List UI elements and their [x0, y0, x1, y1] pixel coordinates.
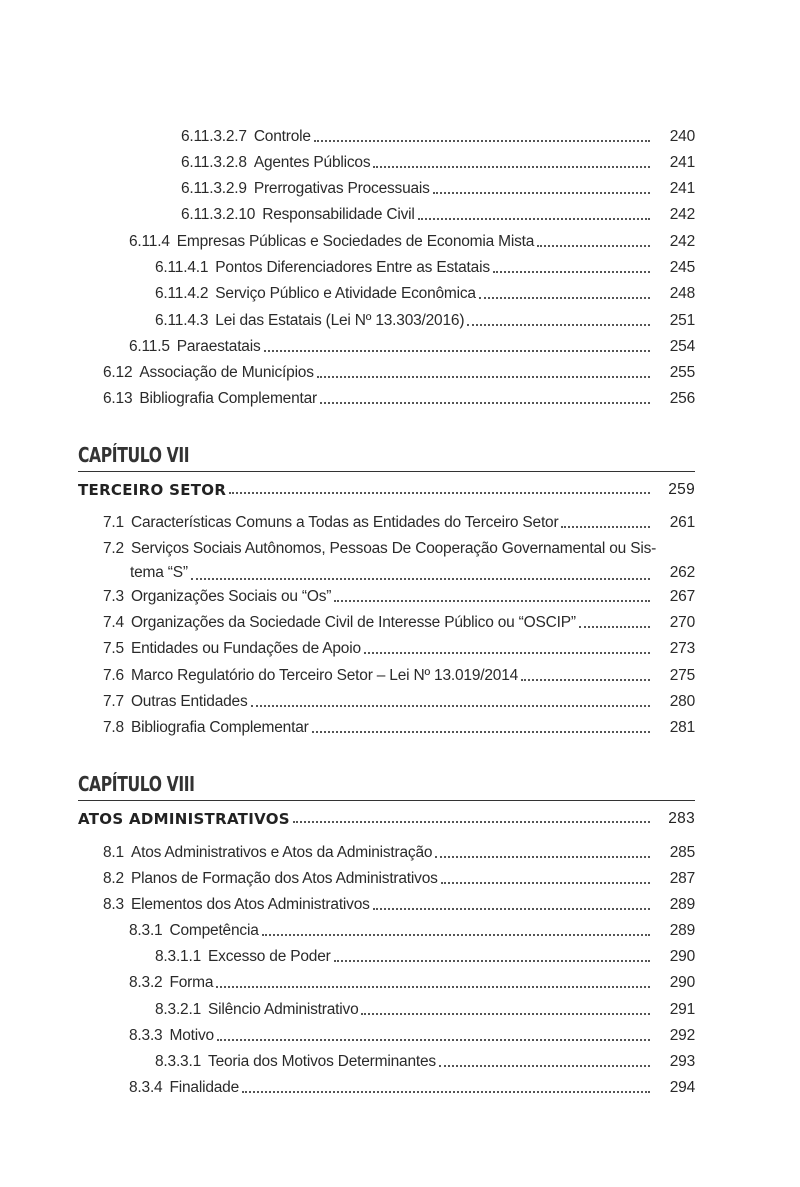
- entry-number: 6.11.3.2.9: [181, 180, 247, 197]
- toc-entry[interactable]: [103, 361, 695, 383]
- dot-leader: [479, 297, 650, 299]
- toc-entry[interactable]: [103, 585, 695, 607]
- page-number: 294: [669, 1079, 695, 1096]
- entry-number: 6.11.3.2.7: [181, 128, 247, 145]
- entry-number: 8.3: [103, 896, 124, 913]
- dot-leader: [418, 218, 650, 220]
- dot-leader: [433, 192, 650, 194]
- page-number: 289: [669, 922, 695, 939]
- page-number: 259: [668, 481, 695, 498]
- page-number: 283: [668, 810, 695, 827]
- toc-entry[interactable]: [129, 971, 695, 993]
- dot-leader: [373, 908, 650, 910]
- dot-leader: [191, 578, 650, 580]
- toc-entry[interactable]: [103, 611, 695, 633]
- toc-entry[interactable]: [181, 177, 695, 199]
- entry-title: Organizações Sociais ou “Os”: [130, 588, 332, 605]
- dot-leader: [579, 626, 650, 628]
- entry-title: Teoria dos Motivos Determinantes: [208, 1053, 436, 1070]
- page-number: 280: [669, 693, 695, 710]
- page-number: 275: [669, 667, 695, 684]
- entry-title: Pontos Diferenciadores Entre as Estatais: [215, 259, 490, 276]
- page-number: 241: [669, 154, 695, 171]
- entry-number: 8.3.2: [129, 974, 163, 991]
- page-number: 292: [669, 1027, 695, 1044]
- toc-entry[interactable]: [181, 151, 695, 173]
- toc-entry[interactable]: [129, 230, 695, 252]
- page-number: 251: [669, 312, 695, 329]
- entry-title: Características Comuns a Todas as Entidades do Terceiro Setor: [130, 514, 559, 531]
- dot-leader: [521, 679, 650, 681]
- page-number: 293: [669, 1053, 695, 1070]
- page-number: 291: [669, 1001, 695, 1018]
- chapter-title: TERCEIRO SETOR: [78, 481, 227, 499]
- page-number: 281: [669, 719, 695, 736]
- entry-number: 7.3: [103, 588, 124, 605]
- chapter-rule: [78, 471, 695, 472]
- page-number: 290: [669, 948, 695, 965]
- page-number: 242: [669, 233, 695, 250]
- page-number: 262: [669, 564, 695, 581]
- entry-number: 6.11.3.2.8: [181, 154, 247, 171]
- entry-title: Marco Regulatório do Terceiro Setor – Lei Nº 13.019/2014: [130, 667, 519, 684]
- entry-title: Associação de Municípios: [139, 364, 314, 381]
- entry-number: 6.11.4: [129, 233, 170, 250]
- entry-title: Forma: [169, 974, 214, 991]
- chapter-title: ATOS ADMINISTRATIVOS: [78, 810, 290, 828]
- page-number: 290: [669, 974, 695, 991]
- entry-title: Lei das Estatais (Lei Nº 13.303/2016): [215, 312, 465, 329]
- toc-entry[interactable]: [103, 664, 695, 686]
- toc-entry[interactable]: [103, 387, 695, 409]
- entry-number: 7.1: [103, 514, 124, 531]
- toc-entry-wrapped[interactable]: [103, 537, 695, 585]
- page-number: 240: [669, 128, 695, 145]
- entry-title: Controle: [253, 128, 311, 145]
- dot-leader: [216, 986, 650, 988]
- toc-entry[interactable]: [103, 690, 695, 712]
- toc-entry[interactable]: [103, 511, 695, 533]
- entry-number: 7.5: [103, 640, 124, 657]
- page-number: 273: [669, 640, 695, 657]
- toc-entry[interactable]: [103, 841, 695, 863]
- entry-number: 6.11.5: [129, 338, 170, 355]
- entry-number: 7.8: [103, 719, 124, 736]
- entry-title: Paraestatais: [176, 338, 261, 355]
- entry-title-line1: Serviços Sociais Autônomos, Pessoas De Cooperação Governamental ou Sis-: [130, 540, 657, 557]
- page-number: 242: [669, 206, 695, 223]
- entry-title: Responsabilidade Civil: [262, 206, 415, 223]
- toc-entry[interactable]: [155, 998, 695, 1020]
- chapter-label: CAPÍTULO VII: [78, 443, 190, 467]
- dot-leader: [317, 376, 650, 378]
- entry-title: Bibliografia Complementar: [139, 390, 318, 407]
- entry-number: 6.11.4.3: [155, 312, 209, 329]
- toc-entry[interactable]: [155, 282, 695, 304]
- entry-number: 8.3.1.1: [155, 948, 202, 965]
- entry-title: Competência: [169, 922, 259, 939]
- toc-entry[interactable]: [181, 203, 695, 225]
- toc-entry[interactable]: [155, 945, 695, 967]
- dot-leader: [251, 705, 650, 707]
- page-number: 261: [669, 514, 695, 531]
- entry-title: Empresas Públicas e Sociedades de Economia Mista: [176, 233, 535, 250]
- page-number: 267: [669, 588, 695, 605]
- entry-number: 6.11.4.1: [155, 259, 209, 276]
- dot-leader: [264, 350, 650, 352]
- toc-entry[interactable]: [155, 256, 695, 278]
- entry-number: 6.11.3.2.10: [181, 206, 256, 223]
- page-number: 245: [669, 259, 695, 276]
- dot-leader: [361, 1013, 650, 1015]
- dot-leader: [242, 1091, 650, 1093]
- entry-title: Prerrogativas Processuais: [253, 180, 430, 197]
- entry-title: Serviço Público e Atividade Econômica: [215, 285, 476, 302]
- entry-title: Planos de Formação dos Atos Administrativos: [130, 870, 438, 887]
- entry-title: Agentes Públicos: [253, 154, 371, 171]
- page-number: 289: [669, 896, 695, 913]
- toc-entry[interactable]: [155, 309, 695, 331]
- entry-number: 6.11.4.2: [155, 285, 209, 302]
- entry-title: Elementos dos Atos Administrativos: [130, 896, 370, 913]
- dot-leader: [334, 960, 650, 962]
- entry-number: 8.3.3.1: [155, 1053, 202, 1070]
- page-number: 254: [669, 338, 695, 355]
- dot-leader: [262, 934, 650, 936]
- dot-leader: [320, 402, 650, 404]
- dot-leader: [561, 526, 650, 528]
- toc-entry[interactable]: [155, 1050, 695, 1072]
- entry-number: 7.2: [103, 540, 124, 557]
- toc-entry[interactable]: [181, 125, 695, 147]
- page-number: 270: [669, 614, 695, 631]
- entry-title-line2: tema “S”: [130, 564, 188, 581]
- dot-leader: [537, 245, 650, 247]
- toc-entry[interactable]: [103, 637, 695, 659]
- entry-number: 8.3.1: [129, 922, 163, 939]
- chapter-label: CAPÍTULO VIII: [78, 772, 195, 796]
- page-number: 255: [669, 364, 695, 381]
- entry-title: Motivo: [169, 1027, 214, 1044]
- entry-title: Entidades ou Fundações de Apoio: [130, 640, 361, 657]
- entry-title: Finalidade: [169, 1079, 240, 1096]
- toc-entry[interactable]: [103, 893, 695, 915]
- chapter-rule: [78, 800, 695, 801]
- toc-entry[interactable]: [103, 716, 695, 738]
- entry-title: Organizações da Sociedade Civil de Interesse Público ou “OSCIP”: [130, 614, 576, 631]
- entry-number: 6.12: [103, 364, 133, 381]
- entry-title: Silêncio Administrativo: [208, 1001, 359, 1018]
- page-number: 287: [669, 870, 695, 887]
- entry-title: Excesso de Poder: [208, 948, 331, 965]
- page-number: 248: [669, 285, 695, 302]
- entry-number: 7.7: [103, 693, 124, 710]
- entry-number: 8.1: [103, 844, 124, 861]
- page-number: 241: [669, 180, 695, 197]
- entry-number: 8.3.4: [129, 1079, 163, 1096]
- entry-number: 8.3.2.1: [155, 1001, 202, 1018]
- toc-entry[interactable]: [103, 867, 695, 889]
- dot-leader: [217, 1039, 650, 1041]
- page-number: 285: [669, 844, 695, 861]
- dot-leader: [229, 492, 650, 494]
- toc-entry[interactable]: [129, 335, 695, 357]
- entry-number: 7.6: [103, 667, 124, 684]
- dot-leader: [364, 652, 650, 654]
- chapter-title-entry[interactable]: [78, 475, 695, 499]
- dot-leader: [435, 856, 650, 858]
- toc-entry[interactable]: [129, 1024, 695, 1046]
- dot-leader: [467, 324, 650, 326]
- entry-number: 8.3.3: [129, 1027, 163, 1044]
- dot-leader: [493, 271, 650, 273]
- entry-number: 8.2: [103, 870, 124, 887]
- dot-leader: [334, 600, 650, 602]
- page-number: 256: [669, 390, 695, 407]
- entry-title: Outras Entidades: [130, 693, 248, 710]
- chapter-title-entry[interactable]: [78, 804, 695, 828]
- dot-leader: [312, 731, 650, 733]
- entry-number: 6.13: [103, 390, 133, 407]
- dot-leader: [373, 166, 650, 168]
- entry-number: 7.4: [103, 614, 124, 631]
- dot-leader: [439, 1065, 650, 1067]
- entry-title: Bibliografia Complementar: [130, 719, 309, 736]
- toc-entry[interactable]: [129, 919, 695, 941]
- entry-title: Atos Administrativos e Atos da Administração: [130, 844, 433, 861]
- dot-leader: [441, 882, 650, 884]
- dot-leader: [293, 821, 650, 823]
- toc-entry[interactable]: [129, 1076, 695, 1098]
- dot-leader: [314, 140, 650, 142]
